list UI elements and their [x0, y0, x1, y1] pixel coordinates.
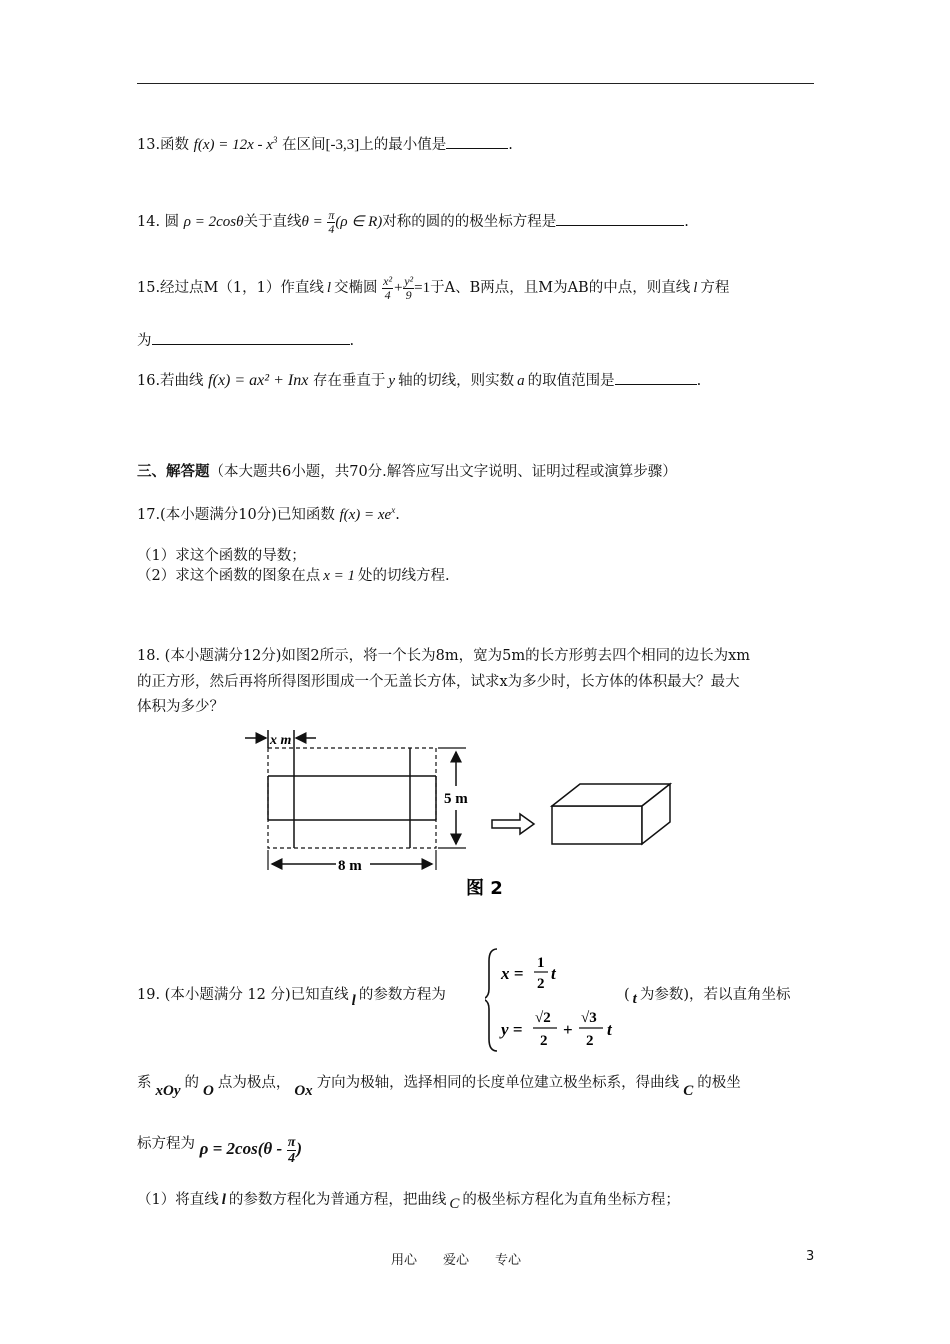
question-17: 17.(本小题满分10分)已知函数 $f(x) = xe^x$. [137, 505, 400, 523]
q15-l: l [326, 280, 332, 296]
q16-function: f(x) = ax² + Inx [208, 372, 309, 389]
q19-paren: ( [624, 987, 630, 1003]
question-15 [137, 274, 729, 302]
q17-p1: （1）求这个函数的导数； [137, 548, 306, 564]
label-5m: 5 m [444, 791, 468, 807]
q19-line1 [137, 985, 446, 1009]
page-number: 3 [806, 1249, 815, 1264]
q16-y: y [388, 373, 396, 389]
q14-pi-over-4: $\frac{\pi}{4}$ [328, 207, 335, 236]
q15-y-frac: $\frac{\text{y²}}{9}$ [404, 273, 414, 302]
box-front [552, 806, 642, 844]
figure-caption: 图 2 [466, 878, 503, 899]
q19-mid: 的参数方程为 [358, 987, 446, 1003]
q19-p1l: l [221, 1192, 226, 1208]
sqrt3: √3 [581, 1010, 597, 1026]
q19-polar-eq: ρ = 2cos(θ - [199, 1139, 283, 1158]
header-rule [137, 83, 814, 84]
q15-label: 15.经过点M（1，1）作直线 [137, 280, 324, 296]
y-t: t [607, 1020, 612, 1039]
q15-tail: 于A、B两点，且M为AB的中点，则直线 [430, 280, 691, 296]
label-8m: 8 m [338, 858, 362, 874]
q15-eq1: =1 [414, 280, 431, 296]
y-eq: y = [501, 1020, 523, 1039]
half-num: 1 [537, 955, 545, 971]
q17-part1 [137, 546, 306, 566]
q19-line1-tail [624, 985, 791, 1005]
q18-line1 [137, 646, 750, 666]
q19-pi-over-4: $\frac{\pi}{4}$ [287, 1134, 296, 1166]
section-title: 三、解答题 [137, 463, 210, 480]
answer-blank[interactable] [446, 134, 508, 149]
q16-label: 16.若曲线 [137, 373, 204, 389]
section-desc: （本大题共6小题，共70分.解答应写出文字说明、证明过程或演算步骤） [209, 464, 677, 480]
q14-theta: θ = [301, 214, 323, 230]
two-den-2: 2 [586, 1033, 594, 1049]
q19-line2 [137, 1070, 741, 1099]
question-16: 16.若曲线 f(x) = ax² + Inx 存在垂直于 y 轴的切线，则实数 a 的取值范围是 . [137, 372, 702, 389]
q13-label: 13.函数 [137, 137, 190, 153]
q17-label: 17.(本小题满分10分)已知函数 [137, 507, 335, 523]
label-xm: x m [270, 733, 292, 748]
parametric-system [485, 945, 625, 1055]
q19-p1c: 的极坐标方程化为直角坐标方程； [462, 1192, 680, 1208]
q19-p1a: （1）将直线 [137, 1192, 219, 1208]
answer-blank[interactable] [152, 330, 350, 345]
question-15-line2: 为 . [137, 330, 354, 351]
q19-o: O [203, 1083, 214, 1099]
q17-part2 [137, 566, 450, 586]
sqrt2: √2 [535, 1010, 551, 1026]
q15-l2: l [693, 280, 698, 296]
q15-mid: 交椭圆 [334, 280, 378, 296]
q15-plus: + [393, 280, 404, 296]
q16-mid: 存在垂直于 [312, 373, 386, 389]
q14-cond: (ρ ∈ R) [335, 214, 383, 230]
transform-arrow-icon [492, 814, 534, 834]
q13-function: $f(x) = 12x - x^3$ [193, 135, 278, 153]
section-3-heading [137, 462, 677, 482]
q17-p2a: （2）求这个函数的图象在点 [137, 568, 321, 584]
q19-l2d: 方向为极轴，选择相同的长度单位建立极坐标系，得曲线 [316, 1075, 680, 1091]
q13-mid: 在区间 [282, 137, 326, 153]
q18-line2 [137, 672, 740, 692]
q19-close: ) [296, 1139, 303, 1158]
q18-line3 [137, 697, 224, 717]
q19-c: C [683, 1083, 694, 1099]
q15-x-frac: $\frac{\text{x²}}{4}$ [383, 273, 393, 302]
x-eq: x = [501, 964, 524, 983]
sheet-outline [268, 748, 436, 848]
q19-l2a: 系 [137, 1075, 152, 1091]
footer-motto: 用心 爱心 专心 [391, 1253, 522, 1268]
q17-function: $f(x) = xe^x$ [339, 505, 396, 523]
q19-param: 为参数)，若以直角坐标 [639, 987, 791, 1003]
q16-tail: 的取值范围是 [527, 373, 615, 389]
q19-p1c-sym: C [449, 1196, 460, 1212]
q13-tail: 上的最小值是 [359, 137, 447, 153]
q19-p1b: 的参数方程化为普通方程，把曲线 [228, 1192, 447, 1208]
q19-line3 [137, 1128, 303, 1166]
q14-tail: 对称的圆的的极坐标方程是 [382, 214, 557, 230]
q19-l3a: 标方程为 [137, 1136, 195, 1152]
q16-mid2: 轴的切线，则实数 [398, 373, 515, 389]
q19-label: 19. (本小题满分 12 分)已知直线 [137, 987, 349, 1003]
q14-label: 14. 圆 [137, 214, 180, 230]
figure-2 [0, 720, 950, 920]
plus: + [563, 1020, 573, 1039]
q19-l2b: 的 [184, 1075, 199, 1091]
question-14: 14. 圆 ρ = 2cosθ关于直线θ = $\frac{\pi}{4}$ (ρ ∈ R)对称的圆的的极坐标方程是 . [137, 207, 689, 236]
q19-l2e: 的极坐 [697, 1075, 741, 1091]
q19-t3: t [632, 991, 637, 1007]
q18-text2: 的正方形，然后再将所得图形围成一个无盖长方体，试求x为多少时，长方体的体积最大？最大 [137, 674, 740, 690]
q19-l: l [351, 993, 356, 1009]
q15-line2: 为 [137, 333, 152, 349]
q17-p2x: x = 1 [323, 568, 356, 584]
q17-p2b: 处的切线方程. [358, 568, 450, 584]
q13-interval: [-3,3] [325, 137, 360, 153]
q14-mid: 关于直线 [243, 214, 302, 230]
answer-blank[interactable] [615, 370, 697, 385]
q16-a: a [517, 373, 525, 389]
brace-icon [485, 949, 497, 1051]
q18-text1: 18. (本小题满分12分)如图2所示，将一个长为8m，宽为5m的长方形剪去四个相同的边长为xm [137, 648, 751, 664]
q18-text3: 体积为多少？ [137, 699, 224, 715]
q19-xoy: xOy [155, 1083, 181, 1099]
q14-circle-eq: ρ = 2cosθ [183, 214, 244, 230]
q15-tail2: 方程 [700, 280, 730, 296]
question-13: 13.函数 $f(x) = 12x - x^3$ 在区间[-3,3]上的最小值是 . [137, 135, 513, 153]
q19-ox: Ox [294, 1083, 313, 1099]
half-den: 2 [537, 976, 545, 992]
q19-l2c: 点为极点， [217, 1075, 291, 1091]
two-den: 2 [540, 1033, 548, 1049]
q19-part1 [137, 1188, 680, 1212]
x-t: t [551, 964, 556, 983]
answer-blank[interactable] [556, 211, 684, 226]
